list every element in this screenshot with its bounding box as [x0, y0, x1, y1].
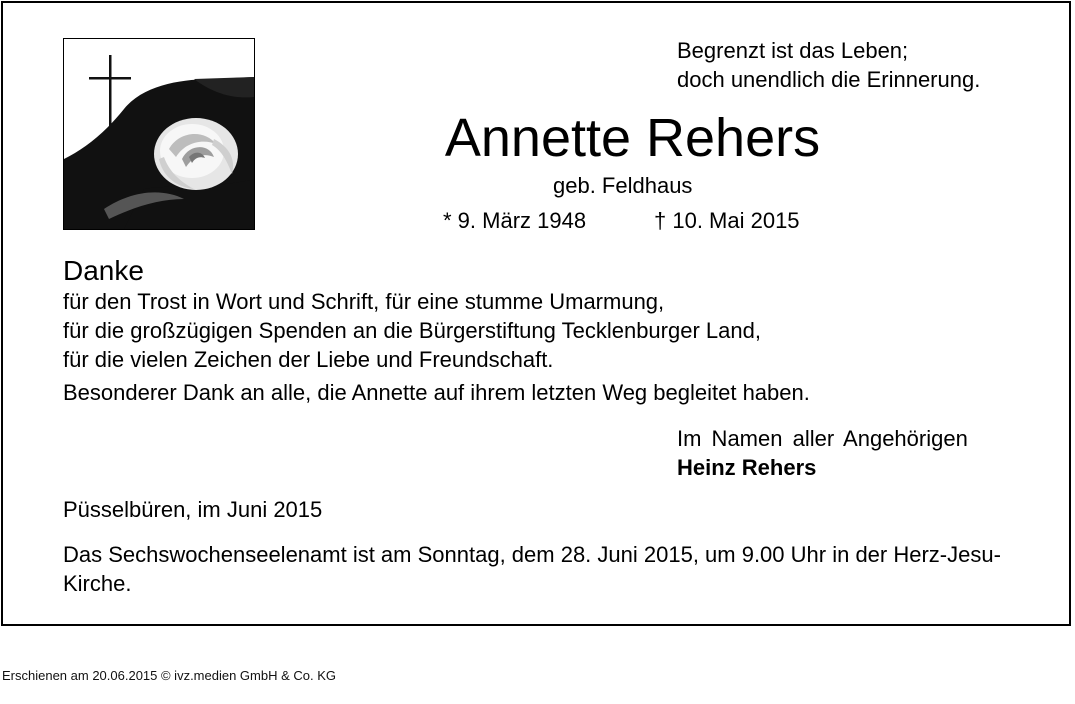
thanks-line: für den Trost in Wort und Schrift, für eine stumme Umarmung, — [63, 289, 665, 314]
thanks-line: für die vielen Zeichen der Liebe und Freundschaft. — [63, 347, 554, 372]
verse-line-2: doch unendlich die Erinnerung. — [677, 67, 981, 92]
maiden-name: geb. Feldhaus — [553, 173, 693, 198]
service-notice: Das Sechswochenseelenamt ist am Sonntag, dem 28. Juni 2015, um 9.00 Uhr in der Herz-Jesu-Kirche. — [63, 542, 1001, 596]
signer-name: Heinz Rehers — [677, 455, 817, 480]
thanks-lines — [63, 287, 761, 374]
death-date: † 10. Mai 2015 — [654, 208, 800, 233]
publication-footer: Erschienen am 20.06.2015 © ivz.medien GmbH & Co. KG — [2, 668, 337, 683]
verse-line-1: Begrenzt ist das Leben; — [677, 38, 909, 63]
place-date: Püsselbüren, im Juni 2015 — [63, 497, 323, 522]
thanks-line: für die großzügigen Spenden an die Bürgerstiftung Tecklenburger Land, — [63, 318, 761, 343]
verse — [677, 36, 980, 94]
thanks-heading: Danke — [63, 255, 144, 286]
special-thanks: Besonderer Dank an alle, die Annette auf ihrem letzten Weg begleitet haben. — [63, 380, 810, 405]
deceased-name: Annette Rehers — [444, 108, 821, 168]
birth-date: * 9. März 1948 — [443, 208, 587, 233]
on-behalf-text: Im Namen aller Angehörigen — [677, 426, 968, 451]
